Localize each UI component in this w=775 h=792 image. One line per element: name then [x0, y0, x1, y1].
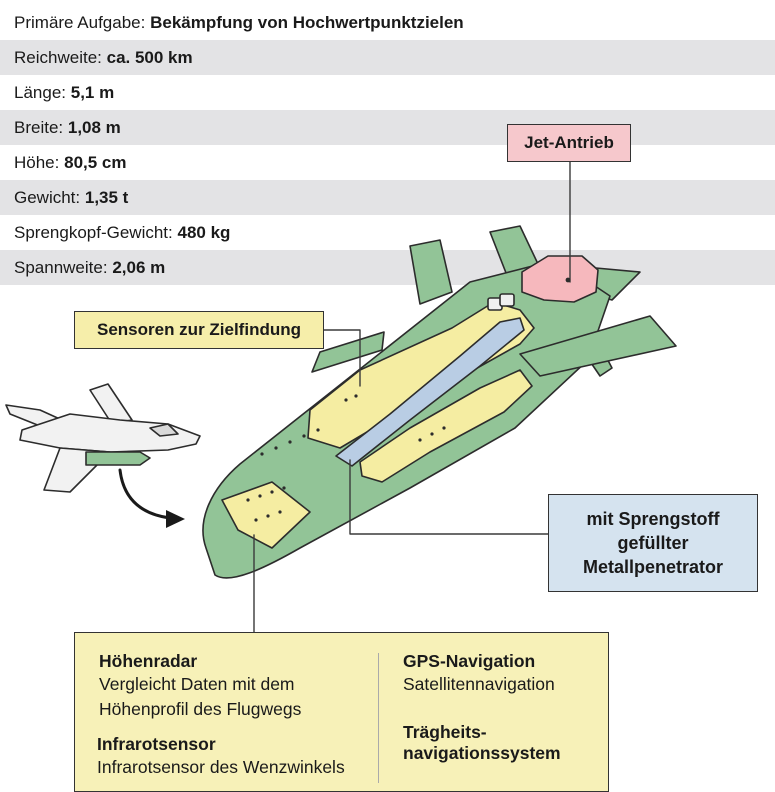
jet-engine-label: Jet-Antrieb [524, 133, 614, 152]
info-title: navigationssystem [403, 743, 561, 763]
info-divider [378, 653, 379, 783]
info-item-altitude-radar [99, 651, 369, 722]
info-title: GPS-Navigation [403, 651, 536, 671]
info-text: Höhenprofil des Flugwegs [99, 699, 302, 719]
spec-label: Höhe: [14, 153, 60, 172]
info-text: Vergleicht Daten mit dem [99, 674, 295, 694]
sensors-label: Sensoren zur Zielfindung [96, 320, 301, 339]
penetrator-label: mit Sprengstoff gefüllter Metallpenetrator [582, 509, 724, 577]
spec-value: 5,1 m [70, 83, 115, 102]
spec-label: Reichweite: [14, 48, 102, 67]
spec-label: Länge: [14, 83, 66, 102]
info-title: Infrarotsensor [97, 734, 216, 754]
info-title: Höhenradar [99, 651, 198, 671]
info-item-infrared-sensor [97, 734, 377, 780]
guidance-info-box [74, 632, 609, 792]
spec-label: Spannweite: [14, 258, 108, 277]
info-title: Trägheits- [403, 722, 487, 742]
spec-value: ca. 500 km [106, 48, 193, 67]
aircraft-illustration [6, 384, 200, 492]
spec-value: 2,06 m [112, 258, 166, 277]
penetrator-callout [548, 494, 758, 592]
spec-label: Primäre Aufgabe: [14, 13, 146, 32]
mini-missile [86, 452, 150, 465]
arrow-head-icon [166, 510, 185, 528]
spec-value: 80,5 cm [64, 153, 127, 172]
info-item-inertial-nav [403, 722, 603, 764]
info-text: Infrarotsensor des Wenzwinkels [97, 757, 345, 777]
spec-label: Gewicht: [14, 188, 81, 207]
spec-label: Breite: [14, 118, 64, 137]
info-item-gps [403, 651, 603, 697]
spec-label: Sprengkopf-Gewicht: [14, 223, 173, 242]
release-arrow [120, 470, 170, 518]
jet-engine-callout [507, 124, 631, 162]
spec-value: 1,08 m [67, 118, 121, 137]
spec-value: 480 kg [177, 223, 231, 242]
spec-value: Bekämpfung von Hochwertpunktzielen [150, 13, 464, 32]
spec-value: 1,35 t [84, 188, 129, 207]
info-text: Satellitennavigation [403, 674, 555, 694]
sensors-callout [74, 311, 324, 349]
